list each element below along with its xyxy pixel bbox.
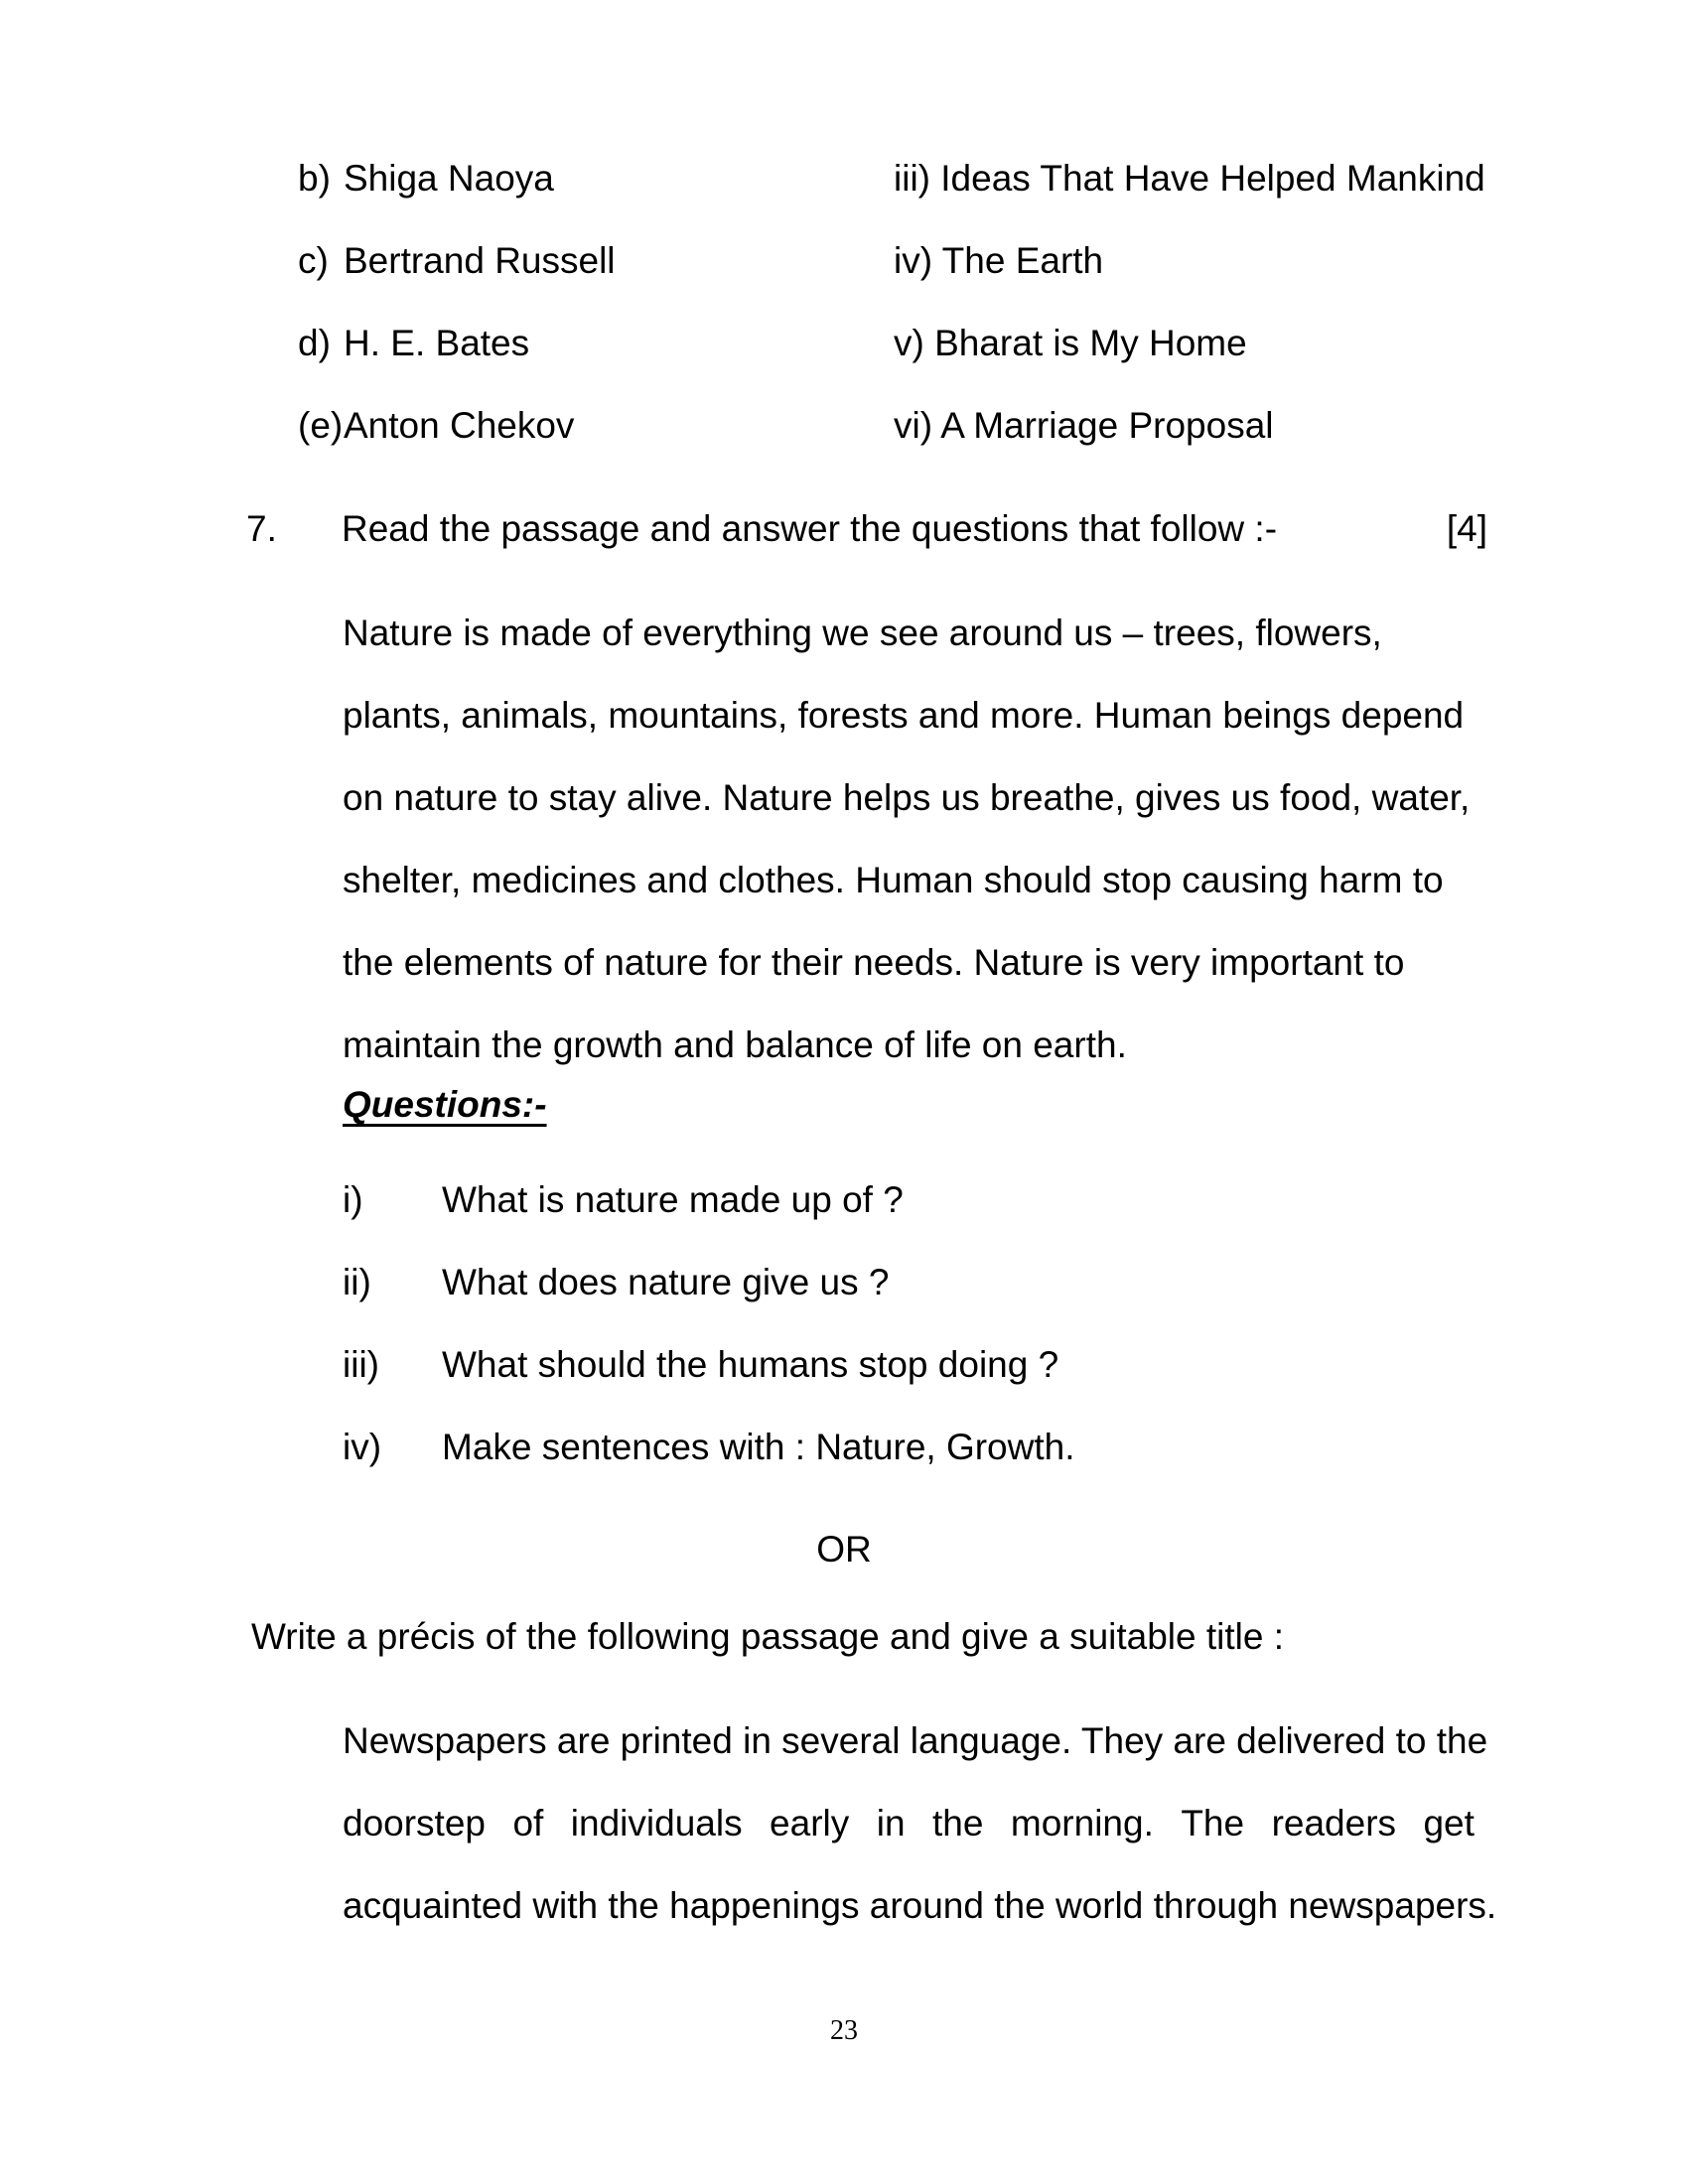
page-number: 23	[830, 2015, 858, 2046]
matching-left-label: Anton Chekov	[344, 405, 575, 446]
matching-left-item	[298, 159, 894, 200]
precis-line: acquainted with the happenings around the world through newspapers.	[343, 1885, 1497, 1926]
sub-question-text: What does nature give us ?	[442, 1262, 890, 1302]
sub-question-row	[343, 1262, 1236, 1344]
matching-left-item	[298, 406, 894, 447]
precis-passage	[343, 1700, 1497, 1947]
precis-word: doorstep	[343, 1803, 486, 1843]
matching-left-item	[298, 324, 894, 364]
question-7-prompt: Read the passage and answer the questions that follow :-	[342, 508, 1278, 549]
passage-line: on nature to stay alive. Nature helps us breathe, gives us food, water,	[343, 777, 1471, 818]
matching-left-label: Shiga Naoya	[344, 158, 554, 199]
precis-word: The	[1181, 1803, 1245, 1843]
precis-word: morning.	[1010, 1803, 1154, 1843]
sub-questions-list	[343, 1179, 1236, 1509]
passage-line: maintain the growth and balance of life on earth.	[343, 1024, 1127, 1065]
sub-question-number: iii)	[343, 1344, 379, 1385]
sub-question-row	[343, 1179, 1236, 1262]
precis-word: the	[932, 1803, 984, 1843]
precis-word: readers	[1271, 1803, 1397, 1843]
matching-row	[298, 159, 1489, 241]
questions-heading: Questions:-	[343, 1084, 547, 1125]
sub-question-row	[343, 1427, 1236, 1509]
sub-question-text: What should the humans stop doing ?	[442, 1344, 1059, 1385]
matching-right-item: v) Bharat is My Home	[894, 323, 1247, 363]
question-7-marks: [4]	[1446, 508, 1487, 549]
question-7-passage	[343, 592, 1471, 1086]
question-7-header	[246, 508, 1487, 550]
matching-row	[298, 406, 1489, 488]
precis-instruction: Write a précis of the following passage and give a suitable title :	[251, 1616, 1285, 1657]
matching-left-marker: d)	[298, 323, 331, 363]
sub-question-number: i)	[343, 1179, 363, 1220]
matching-left-label: H. E. Bates	[344, 323, 530, 363]
passage-line: Nature is made of everything we see around us – trees, flowers,	[343, 613, 1382, 653]
matching-right-item: iii) Ideas That Have Helped Mankind	[894, 158, 1485, 199]
matching-left-label: Bertrand Russell	[344, 240, 616, 281]
matching-row	[298, 241, 1489, 324]
passage-line: the elements of nature for their needs. Nature is very important to	[343, 942, 1405, 983]
passage-line: plants, animals, mountains, forests and more. Human beings depend	[343, 695, 1465, 736]
or-separator: OR	[816, 1529, 872, 1570]
matching-list	[298, 159, 1489, 488]
precis-word: in	[876, 1803, 906, 1843]
sub-question-number: iv)	[343, 1427, 382, 1467]
sub-question-row	[343, 1344, 1236, 1427]
matching-left-item	[298, 241, 894, 282]
precis-word: early	[770, 1803, 850, 1843]
matching-left-marker: b)	[298, 158, 331, 199]
question-7-number: 7.	[246, 508, 277, 549]
sub-question-number: ii)	[343, 1262, 371, 1302]
sub-question-text: Make sentences with : Nature, Growth.	[442, 1427, 1075, 1467]
precis-word: individuals	[570, 1803, 743, 1843]
precis-line-justified	[343, 1782, 1475, 1864]
precis-line: Newspapers are printed in several language. They are delivered to the	[343, 1720, 1488, 1761]
question-7	[246, 508, 1487, 550]
passage-line: shelter, medicines and clothes. Human should stop causing harm to	[343, 860, 1444, 900]
matching-left-marker: (e)	[298, 405, 344, 446]
matching-left-marker: c)	[298, 240, 329, 281]
matching-row	[298, 324, 1489, 406]
matching-right-item: iv) The Earth	[894, 240, 1104, 281]
precis-word: get	[1423, 1803, 1475, 1843]
sub-question-text: What is nature made up of ?	[442, 1179, 904, 1220]
precis-word: of	[512, 1803, 544, 1843]
matching-right-item: vi) A Marriage Proposal	[894, 405, 1274, 446]
